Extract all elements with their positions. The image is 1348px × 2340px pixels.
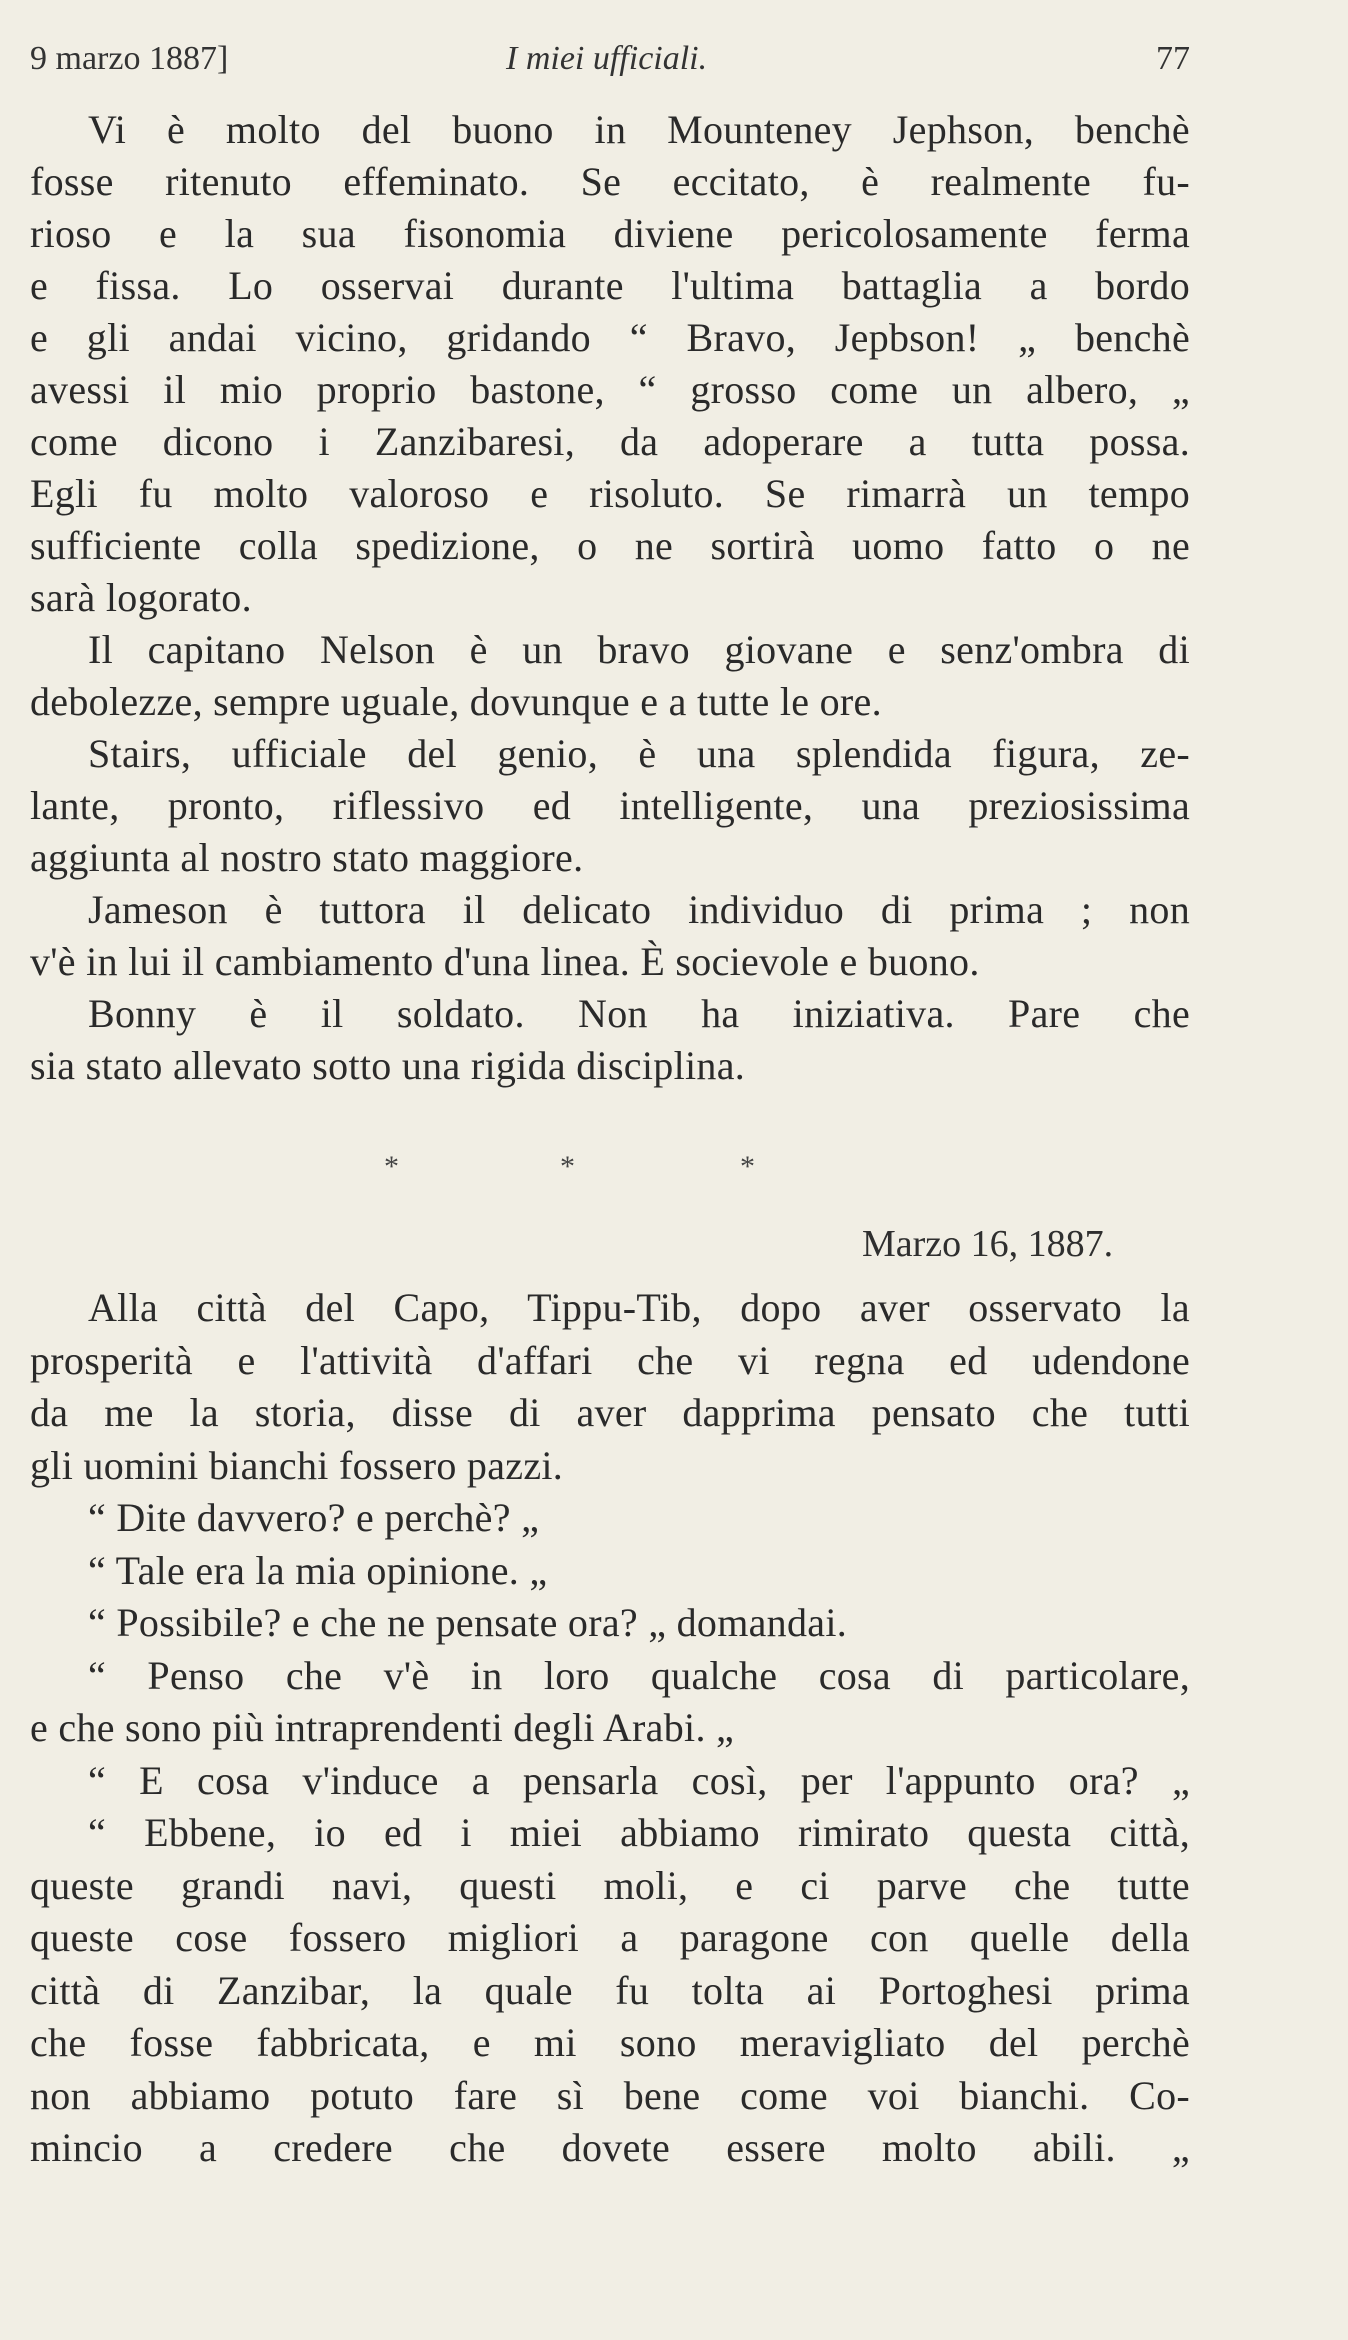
text-line: da me la storia, disse di aver dapprima pensato che tutti (30, 1390, 1190, 1435)
text-line: Egli fu molto valoroso e risoluto. Se rimarrà un tempo (30, 471, 1190, 516)
text-line: “ Possibile? e che ne pensate ora? „ domandai. (88, 1600, 848, 1645)
text-line: “ E cosa v'induce a pensarla così, per l'appunto ora? „ (88, 1757, 1190, 1803)
text-line: “ Ebbene, io ed i miei abbiamo rimirato questa città, (88, 1810, 1190, 1855)
text-line: Il capitano Nelson è un bravo giovane e senz'ombra di (88, 627, 1190, 672)
text-line: “ Dite davvero? e perchè? „ (88, 1495, 540, 1540)
text-line: “ Tale era la mia opinione. „ (88, 1547, 548, 1593)
text-line: queste grandi navi, questi moli, e ci parve che tutte (30, 1862, 1190, 1908)
text-line: come dicono i Zanzibaresi, da adoperare a tutta possa. (30, 419, 1190, 464)
asterisk-2: * (560, 1150, 575, 1183)
text-line: mincio a credere che dovete essere molto abili. „ (30, 2125, 1190, 2170)
text-line: rioso e la sua fisonomia diviene pericolosamente ferma (30, 211, 1190, 256)
text-line: città di Zanzibar, la quale fu tolta ai Portoghesi prima (30, 1967, 1190, 2013)
section-divider (0, 1150, 1348, 1190)
text-line: Alla città del Capo, Tippu-Tib, dopo aver osservato la (88, 1285, 1190, 1330)
text-line: queste cose fossero migliori a paragone con quelle della (30, 1915, 1190, 1960)
text-line: prosperità e l'attività d'affari che vi regna ed udendone (30, 1337, 1190, 1383)
text-line: sia stato allevato sotto una rigida disciplina. (30, 1043, 746, 1088)
text-line: lante, pronto, riflessivo ed intelligente, una preziosissima (30, 783, 1190, 828)
running-head (30, 40, 1190, 90)
text-line: sufficiente colla spedizione, o ne sortirà uomo fatto o ne (30, 523, 1190, 568)
section-tippu-tib-text (30, 1282, 1190, 2175)
text-line: fosse ritenuto effeminato. Se eccitato, è realmente fu- (30, 159, 1190, 204)
page-number: 77 (1156, 40, 1190, 77)
text-line: Jameson è tuttora il delicato individuo di prima ; non (88, 887, 1190, 932)
text-line: debolezze, sempre uguale, dovunque e a tutte le ore. (30, 679, 882, 724)
text-line: Bonny è il soldato. Non ha iniziativa. Pare che (88, 991, 1190, 1036)
text-line: non abbiamo potuto fare sì bene come voi bianchi. Co- (30, 2072, 1190, 2118)
text-line: sarà logorato. (30, 575, 252, 620)
text-line: che fosse fabbricata, e mi sono meravigliato del perchè (30, 2020, 1190, 2065)
text-line: e che sono più intraprendenti degli Arabi. „ (30, 1705, 735, 1750)
text-line: gli uomini bianchi fossero pazzi. (30, 1442, 564, 1488)
section-officers-text (30, 104, 1190, 1092)
asterisk-3: * (740, 1150, 755, 1183)
text-line: avessi il mio proprio bastone, “ grosso come un albero, „ (30, 367, 1190, 412)
text-line: “ Penso che v'è in loro qualche cosa di particolare, (88, 1652, 1190, 1698)
text-line: Stairs, ufficiale del genio, è una splendida figura, ze- (88, 731, 1190, 776)
dateline: Marzo 16, 1887. (862, 1223, 1114, 1265)
text-line: aggiunta al nostro stato maggiore. (30, 835, 584, 880)
header-date: 9 marzo 1887] (30, 40, 229, 77)
header-title: I miei ufficiali. (506, 40, 708, 77)
text-line: v'è in lui il cambiamento d'una linea. È socievole e buono. (30, 939, 980, 984)
asterisk-1: * (384, 1150, 399, 1183)
text-line: Vi è molto del buono in Mounteney Jephson, benchè (88, 107, 1190, 152)
text-line: e fissa. Lo osservai durante l'ultima battaglia a bordo (30, 263, 1190, 308)
text-line: e gli andai vicino, gridando “ Bravo, Jepbson! „ benchè (30, 315, 1190, 360)
